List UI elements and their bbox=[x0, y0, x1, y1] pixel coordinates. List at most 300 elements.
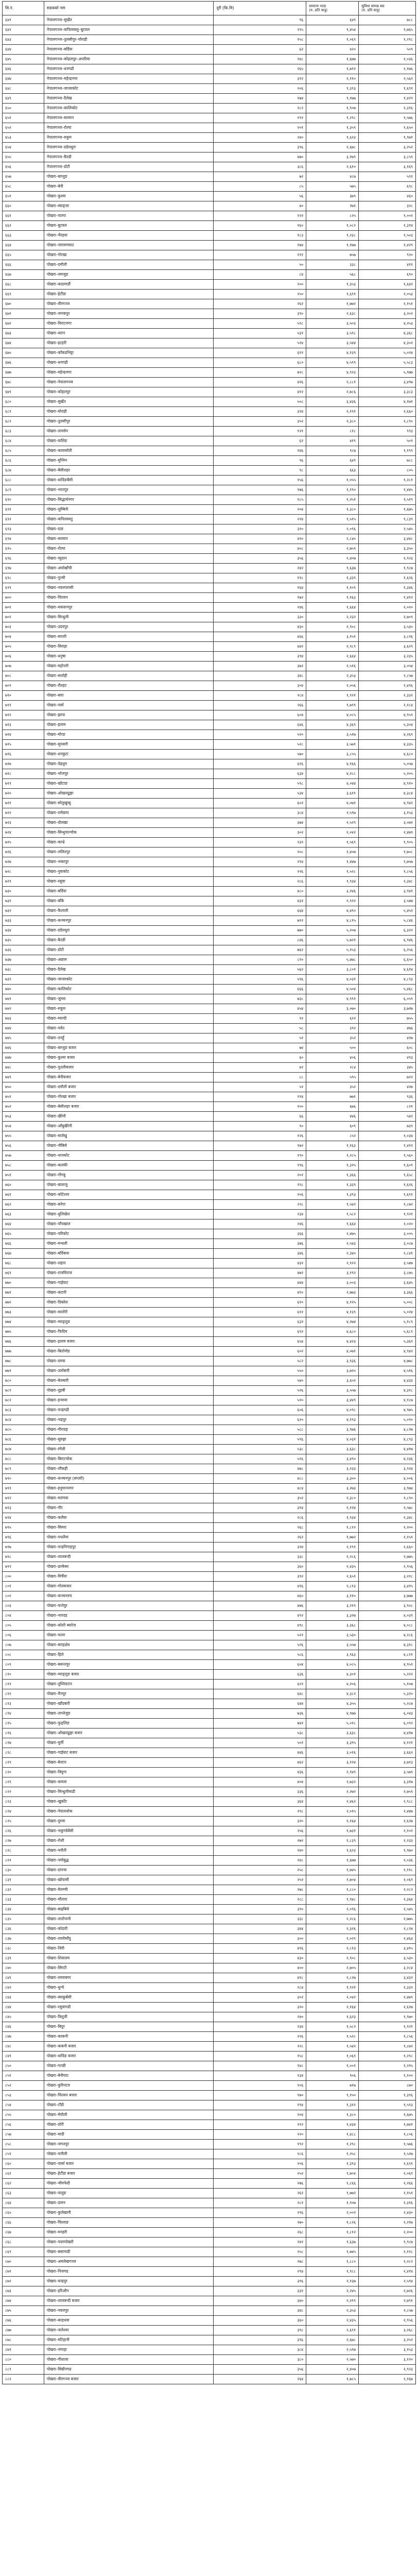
cell-fare-deluxe: २,८२४ bbox=[359, 1924, 416, 1934]
cell-fare-normal: १,२८५ bbox=[306, 1151, 359, 1161]
cell-length: ६३२ bbox=[214, 1317, 306, 1327]
cell-fare-deluxe: १,२९८ bbox=[359, 2052, 416, 2061]
cell-serial: ७७१ bbox=[3, 1288, 44, 1298]
cell-length: ३१२ bbox=[214, 74, 306, 84]
cell-length: ५९८ bbox=[214, 779, 306, 789]
cell-route: पोखरा–राजविराज bbox=[44, 1268, 214, 1278]
cell-fare-normal: १,५२८ bbox=[306, 2032, 359, 2042]
cell-route: पोखरा–खोपासी bbox=[44, 1875, 214, 1885]
cell-fare-normal: ४८७ bbox=[306, 172, 359, 182]
cell-fare-deluxe: ५,०२४ bbox=[359, 1308, 416, 1317]
table-row bbox=[3, 1503, 416, 1513]
cell-length: ४८८ bbox=[214, 1474, 306, 1484]
cell-fare-deluxe: ४,००६ bbox=[359, 1474, 416, 1484]
cell-route: पोखरा–महेन्द्रनगर bbox=[44, 368, 214, 378]
cell-fare-normal: ४,१६६ bbox=[306, 759, 359, 769]
cell-length: १०६ bbox=[214, 2081, 306, 2091]
cell-fare-normal: १,२९८ bbox=[306, 2140, 359, 2149]
cell-length: २८६ bbox=[214, 877, 306, 887]
cell-serial: ७२८ bbox=[3, 867, 44, 877]
cell-length: ७६२ bbox=[214, 945, 306, 955]
cell-fare-normal: ४,१३९ bbox=[306, 348, 359, 358]
cell-length: ४१० bbox=[214, 1288, 306, 1298]
cell-route: पोखरा–ककनी बजार bbox=[44, 2042, 214, 2052]
cell-fare-normal: ४१९ bbox=[306, 436, 359, 446]
cell-fare-normal: २,६७८ bbox=[306, 2335, 359, 2345]
cell-serial: ७१५ bbox=[3, 740, 44, 750]
cell-length: ६९२ bbox=[214, 1327, 306, 1337]
cell-serial: ७५९ bbox=[3, 1171, 44, 1180]
cell-route: पोखरा–बेसीशहर बजार bbox=[44, 1102, 214, 1112]
cell-fare-normal: ४,६८० bbox=[306, 1327, 359, 1337]
cell-route: पोखरा–लौकही bbox=[44, 1464, 214, 1474]
cell-serial: ८३३ bbox=[3, 1895, 44, 1905]
cell-fare-deluxe: १,३९६ bbox=[359, 2091, 416, 2100]
cell-fare-normal: ६६३ bbox=[306, 466, 359, 476]
table-row bbox=[3, 231, 416, 241]
cell-length: ८४ bbox=[214, 270, 306, 280]
cell-fare-deluxe: ४,१८७ bbox=[359, 1396, 416, 1405]
table-row bbox=[3, 1484, 416, 1494]
cell-route: पोखरा–ठोरी bbox=[44, 2120, 214, 2130]
table-row bbox=[3, 485, 416, 495]
table-row bbox=[3, 2267, 416, 2277]
table-row bbox=[3, 1787, 416, 1797]
cell-route: पोखरा–गोंगबु bbox=[44, 1171, 214, 1180]
cell-serial: ७५६ bbox=[3, 1141, 44, 1151]
cell-length: २६६ bbox=[214, 701, 306, 710]
cell-serial: ७९३ bbox=[3, 1503, 44, 1513]
cell-length: २२४ bbox=[214, 515, 306, 524]
cell-length: २५६ bbox=[214, 1826, 306, 1836]
cell-route: पोखरा–मटिहानी bbox=[44, 2335, 214, 2345]
cell-route: पोखरा–सिमरा bbox=[44, 1523, 214, 1533]
cell-fare-deluxe: २,११८ bbox=[359, 1866, 416, 1875]
cell-fare-normal: ४,५०४ bbox=[306, 985, 359, 994]
cell-length: १७४ bbox=[214, 241, 306, 250]
cell-length: ३३८ bbox=[214, 1914, 306, 1924]
cell-serial: ८६२ bbox=[3, 2179, 44, 2189]
cell-fare-normal: ३,६५२ bbox=[306, 1376, 359, 1386]
table-row bbox=[3, 1934, 416, 1944]
cell-route: नेपालगञ्ज–दैलेख bbox=[44, 94, 214, 104]
cell-fare-normal: ४,०४४ bbox=[306, 779, 359, 789]
cell-length: २०६ bbox=[214, 84, 306, 94]
cell-fare-normal: २,१६४ bbox=[306, 1817, 359, 1826]
cell-fare-deluxe: ५,८४६ bbox=[359, 916, 416, 926]
cell-serial: ६६३ bbox=[3, 231, 44, 241]
cell-length: ५०८ bbox=[214, 397, 306, 407]
cell-fare-deluxe: ५,००८ bbox=[359, 1298, 416, 1308]
cell-length: ४९८ bbox=[214, 1621, 306, 1631]
cell-fare-deluxe: २,३६४ bbox=[359, 1895, 416, 1905]
cell-serial: ८२२ bbox=[3, 1787, 44, 1797]
cell-fare-normal: २,५९७ bbox=[306, 808, 359, 818]
cell-route: पोखरा–चरिकोट bbox=[44, 1229, 214, 1239]
cell-length: २१५ bbox=[214, 25, 306, 35]
cell-fare-normal: ५,०१८ bbox=[306, 1719, 359, 1728]
cell-fare-normal: ४,०७१ bbox=[306, 799, 359, 808]
cell-fare-normal: २,९०८ bbox=[306, 1954, 359, 1963]
cell-fare-normal: ३,२७३ bbox=[306, 1484, 359, 1494]
cell-serial: ८६६ bbox=[3, 2218, 44, 2228]
cell-serial: ६५८ bbox=[3, 182, 44, 192]
cell-serial: ७३४ bbox=[3, 926, 44, 936]
cell-fare-normal: ७७१ bbox=[306, 1092, 359, 1102]
table-row bbox=[3, 1229, 416, 1239]
cell-fare-normal: २,५४३ bbox=[306, 1239, 359, 1249]
cell-fare-deluxe: २,७७५ bbox=[359, 1552, 416, 1562]
cell-serial: ८५० bbox=[3, 2061, 44, 2071]
cell-length: १८३ bbox=[214, 231, 306, 241]
cell-route: पोखरा–दामन bbox=[44, 2198, 214, 2208]
cell-length: ८१० bbox=[214, 955, 306, 965]
cell-fare-normal: १,८८० bbox=[306, 2257, 359, 2267]
cell-fare-normal: ४,०७१ bbox=[306, 1347, 359, 1357]
cell-fare-deluxe: ३,१६९ bbox=[359, 162, 416, 172]
cell-length: ३८६ bbox=[214, 162, 306, 172]
cell-route: पोखरा–घोराही bbox=[44, 407, 214, 417]
cell-fare-deluxe: १,५९३ bbox=[359, 2100, 416, 2110]
cell-route: पोखरा–सिंगटी bbox=[44, 1963, 214, 1973]
cell-length: २६२ bbox=[214, 299, 306, 309]
cell-route: पोखरा–जलेश्वर bbox=[44, 2326, 214, 2335]
cell-fare-normal: १,५४२ bbox=[306, 1200, 359, 1210]
cell-length: १३४ bbox=[214, 2071, 306, 2081]
cell-length: ९६ bbox=[214, 15, 306, 25]
cell-serial: ६५९ bbox=[3, 192, 44, 201]
cell-length: २५० bbox=[214, 290, 306, 299]
cell-fare-deluxe: २,०५३ bbox=[359, 290, 416, 299]
cell-length: २२८ bbox=[214, 1200, 306, 1210]
cell-fare-normal: २,९२२ bbox=[306, 1259, 359, 1268]
cell-route: पोखरा–निजगढ bbox=[44, 2267, 214, 2277]
cell-route: पोखरा–कोशी ब्यारेज bbox=[44, 1621, 214, 1631]
cell-length: ६०६ bbox=[214, 1405, 306, 1415]
cell-serial: ७९० bbox=[3, 1474, 44, 1484]
cell-fare-normal: २,३५३ bbox=[306, 671, 359, 681]
cell-serial: ८३७ bbox=[3, 1934, 44, 1944]
cell-serial: ६८३ bbox=[3, 427, 44, 436]
cell-length: ३७६ bbox=[214, 1239, 306, 1249]
cell-length: ५३२ bbox=[214, 329, 306, 338]
cell-length: ४३० bbox=[214, 622, 306, 632]
cell-fare-normal: १,०८२ bbox=[306, 221, 359, 231]
cell-route: पोखरा–स्याफ्रुबेंसी bbox=[44, 1993, 214, 2003]
table-row bbox=[3, 1494, 416, 1503]
table-row bbox=[3, 769, 416, 779]
cell-serial: ७४२ bbox=[3, 1004, 44, 1014]
table-row bbox=[3, 2052, 416, 2061]
cell-serial: ७४६ bbox=[3, 1043, 44, 1053]
cell-route: पोखरा–सिन्धुपाल्चोक bbox=[44, 828, 214, 838]
cell-route: पोखरा–सल्यान bbox=[44, 534, 214, 544]
cell-route: पोखरा–नेपालथोक bbox=[44, 1807, 214, 1817]
cell-route: पोखरा–कोहलपुर bbox=[44, 387, 214, 397]
cell-fare-normal: ४,०८५ bbox=[306, 1660, 359, 1670]
cell-fare-deluxe: ४९३ bbox=[359, 1053, 416, 1063]
cell-fare-normal: १,६६४ bbox=[306, 1219, 359, 1229]
cell-serial: ८१२ bbox=[3, 1689, 44, 1699]
cell-fare-normal: ३,४३६ bbox=[306, 397, 359, 407]
cell-length: ६०४ bbox=[214, 710, 306, 720]
cell-serial: ८२३ bbox=[3, 1797, 44, 1807]
cell-route: पोखरा–काकनी bbox=[44, 2032, 214, 2042]
cell-route: पोखरा–रोशी bbox=[44, 1836, 214, 1846]
table-row bbox=[3, 2326, 416, 2335]
cell-length: २१४ bbox=[214, 857, 306, 867]
cell-route: पोखरा–वीरगञ्ज bbox=[44, 299, 214, 309]
table-row bbox=[3, 427, 416, 436]
table-row bbox=[3, 1758, 416, 1768]
cell-serial: ७९८ bbox=[3, 1552, 44, 1562]
cell-serial: ८७५ bbox=[3, 2306, 44, 2316]
cell-serial: ८७७ bbox=[3, 2326, 44, 2335]
table-row bbox=[3, 1141, 416, 1151]
cell-fare-deluxe: १,९७० bbox=[359, 2012, 416, 2022]
cell-route: पोखरा–त्रियुगा bbox=[44, 1768, 214, 1777]
cell-route: पोखरा–पाल्पा bbox=[44, 211, 214, 221]
cell-fare-normal: १,६३७ bbox=[306, 2238, 359, 2247]
table-row bbox=[3, 887, 416, 896]
cell-serial: ७४३ bbox=[3, 1014, 44, 1024]
cell-route: पोखरा–पार्सा बजार bbox=[44, 2159, 214, 2169]
cell-route: पोखरा–चौतारा bbox=[44, 1895, 214, 1905]
cell-length: ४१६ bbox=[214, 1944, 306, 1954]
table-row bbox=[3, 387, 416, 397]
cell-fare-deluxe: ३,७७७ bbox=[359, 1591, 416, 1601]
table-row bbox=[3, 270, 416, 280]
cell-fare-normal: ३,२३३ bbox=[306, 1464, 359, 1474]
cell-fare-normal: १,३६६ bbox=[306, 1171, 359, 1180]
cell-fare-normal: ६४९ bbox=[306, 456, 359, 466]
cell-serial: ७८७ bbox=[3, 1445, 44, 1454]
cell-route: पोखरा–गौर bbox=[44, 1503, 214, 1513]
cell-length: २७० bbox=[214, 2218, 306, 2228]
cell-route: पोखरा–गोरखा bbox=[44, 250, 214, 260]
cell-fare-deluxe: २,६६० bbox=[359, 407, 416, 417]
table-row bbox=[3, 2306, 416, 2316]
cell-fare-deluxe: ९९३ bbox=[359, 427, 416, 436]
cell-fare-normal: ३९२ bbox=[306, 1024, 359, 1033]
cell-fare-deluxe: ३,७९३ bbox=[359, 1758, 416, 1768]
cell-route: पोखरा–उदयपुर bbox=[44, 622, 214, 632]
cell-length: ३९० bbox=[214, 309, 306, 319]
cell-route: पोखरा–गुल्मी bbox=[44, 573, 214, 583]
cell-fare-deluxe: ६९० bbox=[359, 270, 416, 280]
cell-fare-normal: १,०६९ bbox=[306, 2052, 359, 2061]
table-row bbox=[3, 378, 416, 387]
cell-serial: ८२९ bbox=[3, 1856, 44, 1866]
cell-length: १६४ bbox=[214, 583, 306, 593]
cell-length: ६६४ bbox=[214, 906, 306, 916]
cell-fare-normal: १,८१२ bbox=[306, 2228, 359, 2238]
cell-serial: ६८४ bbox=[3, 436, 44, 446]
cell-serial: ७६२ bbox=[3, 1200, 44, 1210]
cell-fare-deluxe: १,७०८ bbox=[359, 848, 416, 857]
cell-length: २८८ bbox=[214, 1895, 306, 1905]
cell-route: पोखरा–अमलेखगञ्ज bbox=[44, 2257, 214, 2267]
cell-length: १४८ bbox=[214, 2061, 306, 2071]
cell-route: पोखरा–तातोपानी bbox=[44, 1914, 214, 1924]
cell-route: पोखरा–सुरुङ्गा bbox=[44, 1435, 214, 1445]
cell-route: पोखरा–हेटौंडा bbox=[44, 290, 214, 299]
cell-fare-normal: ४,०३१ bbox=[306, 1435, 359, 1445]
cell-serial: ८२६ bbox=[3, 1826, 44, 1836]
cell-route: पोखरा–सुनसरी bbox=[44, 740, 214, 750]
cell-length: ४३२ bbox=[214, 1259, 306, 1268]
cell-fare-normal: २,८८१ bbox=[306, 378, 359, 387]
cell-fare-deluxe: ६,३२२ bbox=[359, 926, 416, 936]
cell-route: पोखरा–भंगाहा bbox=[44, 2345, 214, 2355]
table-row bbox=[3, 466, 416, 476]
cell-serial: ८०९ bbox=[3, 1660, 44, 1670]
cell-fare-normal: ८१८ bbox=[306, 427, 359, 436]
cell-length: २६२ bbox=[214, 2189, 306, 2198]
table-row bbox=[3, 534, 416, 544]
cell-fare-normal: २,७५९ bbox=[306, 544, 359, 554]
cell-length: ७२८ bbox=[214, 368, 306, 378]
cell-fare-normal: १,७७२ bbox=[306, 299, 359, 309]
cell-fare-normal: ३,११० bbox=[306, 1591, 359, 1601]
cell-fare-normal: २,४३५ bbox=[306, 1562, 359, 1572]
table-row bbox=[3, 1308, 416, 1317]
table-row bbox=[3, 985, 416, 994]
cell-route: पोखरा–धनुषा bbox=[44, 652, 214, 662]
table-row bbox=[3, 133, 416, 143]
cell-serial: ७०५ bbox=[3, 642, 44, 652]
cell-length: २६२ bbox=[214, 1533, 306, 1543]
cell-serial: ८५९ bbox=[3, 2149, 44, 2159]
table-row bbox=[3, 2365, 416, 2375]
cell-fare-normal: १,३८० bbox=[306, 505, 359, 515]
cell-fare-deluxe: २,३१६ bbox=[359, 2198, 416, 2208]
table-row bbox=[3, 1836, 416, 1846]
cell-fare-normal: १,७४५ bbox=[306, 2247, 359, 2257]
cell-length: २०४ bbox=[214, 505, 306, 515]
cell-fare-normal: १,६२३ bbox=[306, 1846, 359, 1856]
cell-serial: ६४२ bbox=[3, 25, 44, 35]
cell-fare-deluxe: ८७० bbox=[359, 2081, 416, 2091]
table-row bbox=[3, 182, 416, 192]
cell-serial: ८०१ bbox=[3, 1582, 44, 1591]
cell-route: पोखरा–चन्द्रपुर bbox=[44, 2277, 214, 2286]
cell-length: ३२४ bbox=[214, 1543, 306, 1552]
cell-serial: ६६८ bbox=[3, 280, 44, 290]
cell-fare-normal: १,७०४ bbox=[306, 2169, 359, 2179]
table-row bbox=[3, 593, 416, 603]
cell-route: पोखरा–काठमाडौं bbox=[44, 280, 214, 290]
cell-length: २०८ bbox=[214, 848, 306, 857]
cell-route: पोखरा–पनौती bbox=[44, 1846, 214, 1856]
cell-fare-deluxe: ४,८९३ bbox=[359, 1435, 416, 1445]
table-row bbox=[3, 906, 416, 916]
table-row bbox=[3, 152, 416, 162]
table-row bbox=[3, 35, 416, 45]
cell-length: २५८ bbox=[214, 2247, 306, 2257]
cell-fare-normal: ४,९७७ bbox=[306, 1709, 359, 1719]
cell-fare-deluxe: ६०८ bbox=[359, 1043, 416, 1053]
cell-fare-deluxe: १,५०३ bbox=[359, 231, 416, 241]
cell-route: पोखरा–बेनीबजार bbox=[44, 1073, 214, 1082]
cell-serial: ७४८ bbox=[3, 1063, 44, 1073]
cell-serial: ८३८ bbox=[3, 1944, 44, 1954]
cell-serial: ८३६ bbox=[3, 1924, 44, 1934]
cell-fare-deluxe: १,६९१ bbox=[359, 2159, 416, 2169]
cell-fare-deluxe: ५,९७७ bbox=[359, 368, 416, 378]
cell-length: ४१२ bbox=[214, 387, 306, 397]
cell-serial: ७४० bbox=[3, 985, 44, 994]
cell-length: २४२ bbox=[214, 2238, 306, 2247]
cell-length: ४९२ bbox=[214, 1611, 306, 1621]
cell-fare-deluxe: १,६९१ bbox=[359, 1190, 416, 1200]
cell-serial: ८४१ bbox=[3, 1973, 44, 1983]
cell-serial: ७४५ bbox=[3, 1033, 44, 1043]
cell-serial: ६५३ bbox=[3, 133, 44, 143]
cell-serial: ७९४ bbox=[3, 1513, 44, 1523]
cell-length: ४०० bbox=[214, 1963, 306, 1973]
cell-fare-deluxe: २,५४५ bbox=[359, 524, 416, 534]
cell-serial: ६६२ bbox=[3, 221, 44, 231]
table-row bbox=[3, 1582, 416, 1591]
cell-serial: ७६३ bbox=[3, 1210, 44, 1219]
cell-fare-normal: ३,५५७ bbox=[306, 1640, 359, 1650]
cell-fare-deluxe: ८०५ bbox=[359, 466, 416, 476]
table-row bbox=[3, 221, 416, 231]
cell-route: पोखरा–चन्द्रगढी bbox=[44, 1405, 214, 1415]
cell-route: पोखरा–चैनपुर bbox=[44, 1689, 214, 1699]
cell-route: पोखरा–बाग्लुङ बजार bbox=[44, 1043, 214, 1053]
cell-fare-normal: २७१ bbox=[306, 201, 359, 211]
cell-fare-deluxe: १,६७५ bbox=[359, 2110, 416, 2120]
cell-fare-normal: २,४३५ bbox=[306, 2316, 359, 2326]
cell-serial: ७०८ bbox=[3, 671, 44, 681]
cell-serial: ७८१ bbox=[3, 1386, 44, 1396]
table-row bbox=[3, 1954, 416, 1963]
cell-fare-normal: ९८७ bbox=[306, 446, 359, 456]
cell-serial: ६७८ bbox=[3, 378, 44, 387]
cell-route: पोखरा–स्याङ्जा bbox=[44, 201, 214, 211]
cell-length: २०६ bbox=[214, 2159, 306, 2169]
cell-length: ३६० bbox=[214, 2316, 306, 2326]
cell-length: २२६ bbox=[214, 867, 306, 877]
table-row bbox=[3, 1278, 416, 1288]
cell-serial: ८०७ bbox=[3, 1640, 44, 1650]
cell-route: पोखरा–दमौली बजार bbox=[44, 1082, 214, 1092]
cell-fare-deluxe: १,८७२ bbox=[359, 1200, 416, 1210]
cell-serial: ७४९ bbox=[3, 1073, 44, 1082]
cell-serial: ७८३ bbox=[3, 1405, 44, 1415]
cell-fare-normal: ४,९२३ bbox=[306, 368, 359, 378]
cell-fare-normal: ३,४९० bbox=[306, 1454, 359, 1464]
cell-fare-normal: २,३५३ bbox=[306, 2306, 359, 2316]
cell-serial: ८२५ bbox=[3, 1817, 44, 1826]
cell-fare-deluxe: १,९०५ bbox=[359, 838, 416, 848]
cell-fare-deluxe: ७८८ bbox=[359, 15, 416, 25]
cell-serial: ७२५ bbox=[3, 838, 44, 848]
cell-fare-normal: १,५१५ bbox=[306, 515, 359, 524]
table-row bbox=[3, 2042, 416, 2052]
table-row bbox=[3, 1866, 416, 1875]
cell-fare-normal: १,०६९ bbox=[306, 35, 359, 45]
cell-route: पोखरा–कालिकोट bbox=[44, 985, 214, 994]
header-route: सडकको नाम bbox=[44, 2, 214, 15]
table-row bbox=[3, 1914, 416, 1924]
cell-route: पोखरा–मुग्लिन bbox=[44, 456, 214, 466]
cell-route: पोखरा–धरान bbox=[44, 329, 214, 338]
cell-serial: ६७३ bbox=[3, 329, 44, 338]
cell-route: पोखरा–तुम्लिङटार bbox=[44, 1680, 214, 1689]
